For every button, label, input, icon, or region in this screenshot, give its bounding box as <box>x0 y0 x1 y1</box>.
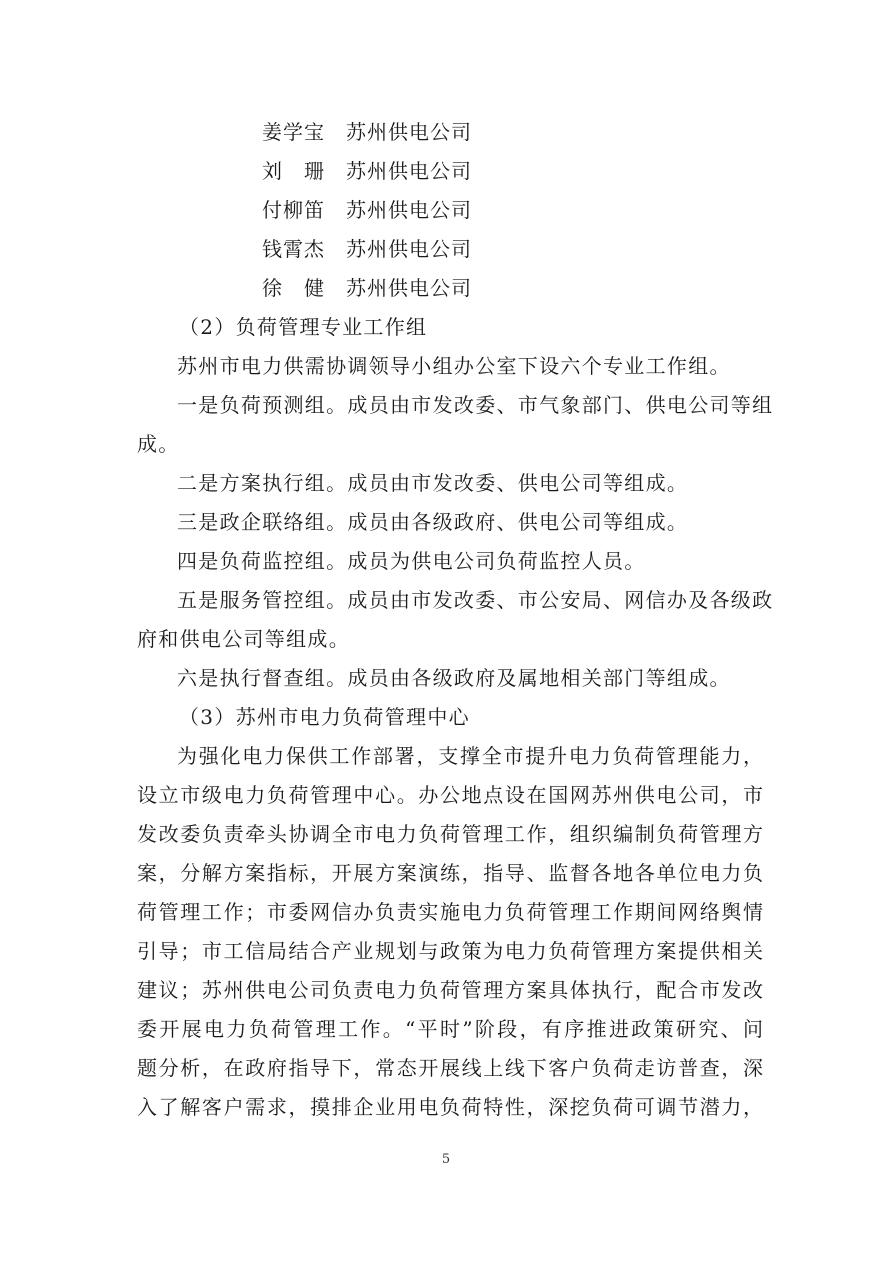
member-row <box>262 230 472 269</box>
member-row <box>262 269 472 308</box>
paragraph-line: 四是负荷监控组。成员为供电公司负荷监控人员。 <box>177 549 646 573</box>
paragraph-line: 设立市级电力负荷管理中心。办公地点设在国网苏州供电公司，市 <box>137 783 763 807</box>
page-number: 5 <box>441 1152 451 1167</box>
paragraph-line: 二是方案执行组。成员由市发改委、供电公司等组成。 <box>177 471 689 495</box>
paragraph-line: 入了解客户需求，摸排企业用电负荷特性，深挖负荷可调节潜力， <box>137 1095 763 1119</box>
member-name: 付柳笛 <box>262 198 325 222</box>
member-row <box>262 191 472 230</box>
member-name: 姜学宝 <box>262 120 325 144</box>
paragraph-line: 引导；市工信局结合产业规划与政策为电力负荷管理方案提供相关 <box>137 939 763 963</box>
member-org: 苏州供电公司 <box>346 120 472 144</box>
paragraph-line: 苏州市电力供需协调领导小组办公室下设六个专业工作组。 <box>177 354 731 378</box>
member-org: 苏州供电公司 <box>346 276 472 300</box>
paragraph-line: 建议；苏州供电公司负责电力负荷管理方案具体执行，配合市发改 <box>137 978 763 1002</box>
member-name: 钱霄杰 <box>262 237 325 261</box>
member-org: 苏州供电公司 <box>346 198 472 222</box>
paragraph-line: 三是政企联络组。成员由各级政府、供电公司等组成。 <box>177 510 689 534</box>
member-list <box>262 113 472 308</box>
paragraph-line: 案，分解方案指标，开展方案演练，指导、监督各地各单位电力负 <box>137 861 763 885</box>
paragraph-line: 府和供电公司等组成。 <box>137 627 350 651</box>
paragraph-line: 六是执行督查组。成员由各级政府及属地相关部门等组成。 <box>177 666 731 690</box>
paragraph-line: 委开展电力负荷管理工作。“平时”阶段，有序推进政策研究、问 <box>137 1017 763 1041</box>
member-row <box>262 152 472 191</box>
paragraph-line: 荷管理工作；市委网信办负责实施电力负荷管理工作期间网络舆情 <box>137 900 763 924</box>
member-org: 苏州供电公司 <box>346 237 472 261</box>
member-row <box>262 113 472 152</box>
paragraph-line: 一是负荷预测组。成员由市发改委、市气象部门、供电公司等组 <box>177 393 774 417</box>
body-text <box>137 308 774 1127</box>
paragraph-line: 五是服务管控组。成员由市发改委、市公安局、网信办及各级政 <box>177 588 774 612</box>
section-heading: （2）负荷管理专业工作组 <box>179 315 428 339</box>
member-org: 苏州供电公司 <box>346 159 472 183</box>
member-name: 刘 珊 <box>262 159 325 183</box>
paragraph-line: 发改委负责牵头协调全市电力负荷管理工作，组织编制负荷管理方 <box>137 822 763 846</box>
paragraph-line: 题分析，在政府指导下，常态开展线上线下客户负荷走访普查，深 <box>137 1056 763 1080</box>
section-heading: （3）苏州市电力负荷管理中心 <box>179 705 470 729</box>
paragraph-line: 为强化电力保供工作部署，支撑全市提升电力负荷管理能力， <box>177 744 763 768</box>
member-name: 徐 健 <box>262 276 325 300</box>
paragraph-line: 成。 <box>137 432 180 456</box>
